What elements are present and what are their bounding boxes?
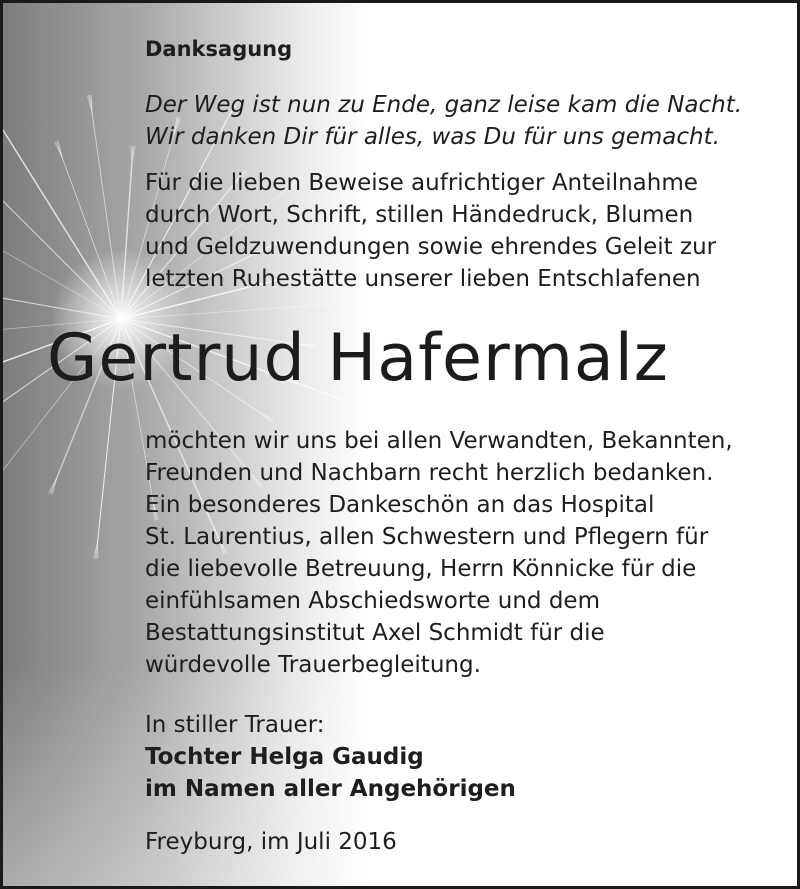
body-paragraph [145,425,733,681]
deceased-name: Gertrud Hafermalz [47,321,669,396]
place-date: Freyburg, im Juli 2016 [145,829,397,855]
body-line: Ein besonderes Dankeschön an das Hospital [145,492,655,518]
intro-line: letzten Ruhestätte unserer lieben Entschlafenen [145,266,701,292]
heading: Danksagung [145,37,293,61]
verse-line: Der Weg ist nun zu Ende, ganz leise kam die Nacht. [145,92,743,118]
verse-line: Wir danken Dir für alles, was Du für uns gemacht. [145,124,720,150]
verse [145,89,742,153]
signature-name: Tochter Helga Gaudig [145,744,424,770]
obituary-content [3,3,797,886]
intro-paragraph [145,167,716,295]
body-line: Freunden und Nachbarn recht herzlich bedanken. [145,460,714,486]
intro-line: Für die lieben Beweise aufrichtiger Anteilnahme [145,170,698,196]
body-line: einfühlsamen Abschiedsworte und dem [145,588,600,614]
intro-line: durch Wort, Schrift, stillen Händedruck, Blumen [145,202,694,228]
body-line: Bestattungsinstitut Axel Schmidt für die [145,620,605,646]
body-line: St. Laurentius, allen Schwestern und Pflegern für [145,524,709,550]
body-line: die liebevolle Betreuung, Herrn Könnicke für die [145,556,697,582]
signature-block [145,709,516,805]
intro-line: und Geldzuwendungen sowie ehrendes Geleit zur [145,234,717,260]
body-line: würdevolle Trauerbegleitung. [145,652,481,678]
body-line: möchten wir uns bei allen Verwandten, Bekannten, [145,428,733,454]
signature-family: im Namen aller Angehörigen [145,776,516,802]
signature-intro: In stiller Trauer: [145,712,325,738]
